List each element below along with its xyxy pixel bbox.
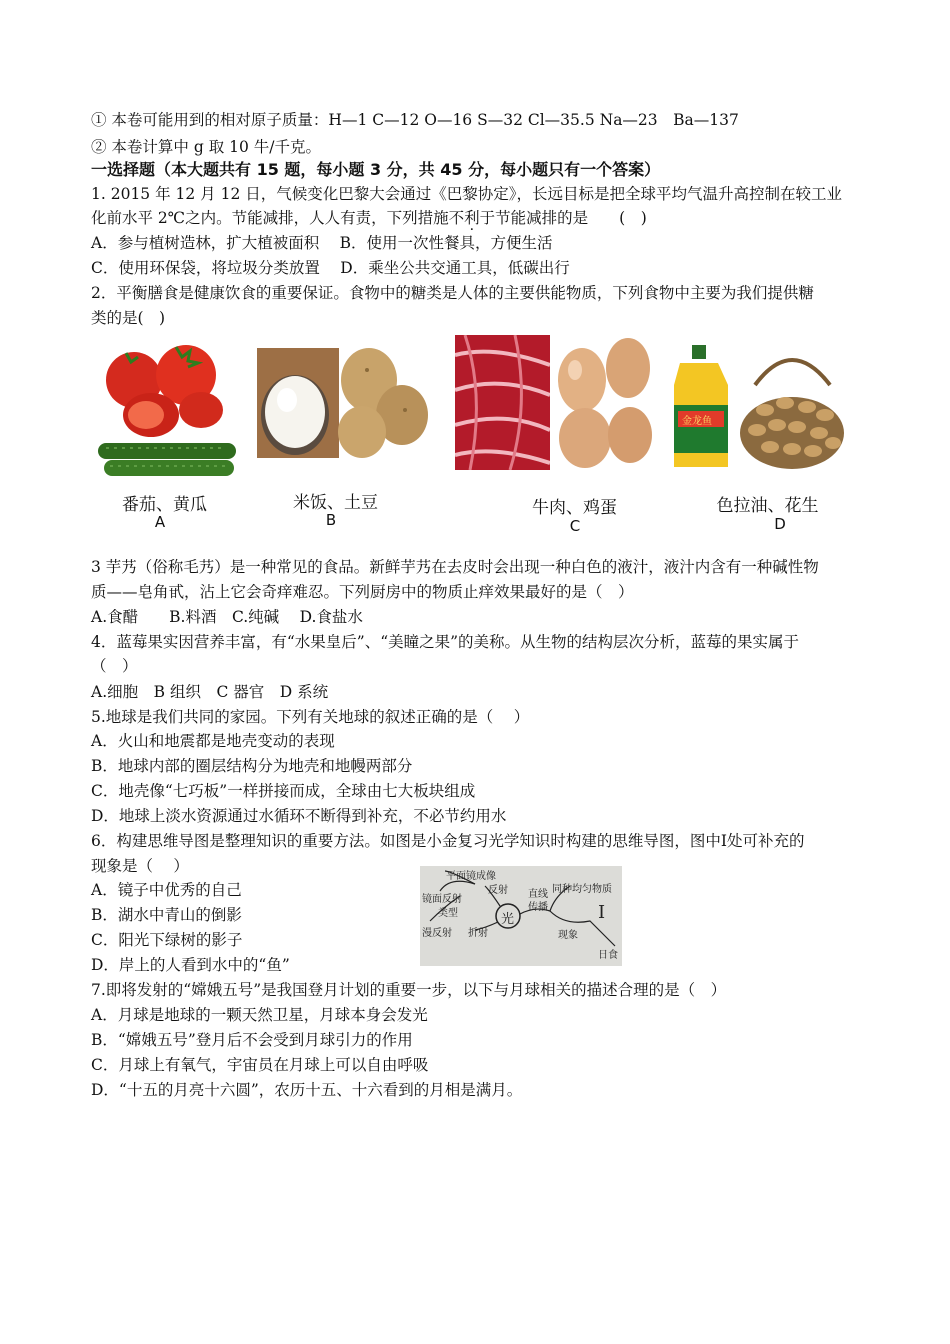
mindmap-straight: 直线传播 xyxy=(528,889,548,913)
q2-stem-line2: 类的是( ) xyxy=(91,309,166,327)
q3-stem-line1: 3 芋艿（俗称毛艿）是一种常见的食品。新鲜芋艿在去皮时会出现一种白色的液汁，液汁内含有一种碱性物 xyxy=(91,558,819,576)
q5-option-d: D．地球上淡水资源通过水循环不断得到补充，不必节约用水 xyxy=(91,807,507,825)
section-heading: 一选择题（本大题共有 15 题，每小题 3 分，共 45 分，每小题只有一个答案） xyxy=(91,160,661,179)
q1-options-cd: C．使用环保袋，将垃圾分类放置 D．乘坐公共交通工具，低碳出行 xyxy=(91,259,570,277)
q1-stem-pre: 化前水平 2℃之内。节能减排，人人有责，下列措施 xyxy=(91,209,449,227)
mindmap-phenomenon: 现象 xyxy=(558,930,578,941)
q4-options: A.细胞 B 组织 C 器官 D 系统 xyxy=(91,683,329,701)
q2-stem-line1: 2．平衡膳食是健康饮食的重要保证。食物中的糖类是人体的主要供能物质，下列食物中主要为我们提供糖 xyxy=(91,284,814,302)
mindmap-center: 光 xyxy=(501,912,515,927)
eggs-image xyxy=(550,330,655,470)
q1-emphasis: 不利于 xyxy=(448,209,496,227)
caption-letter-d: D xyxy=(774,515,786,533)
caption-letter-b: B xyxy=(325,511,337,529)
caption-c: 牛肉、鸡蛋 xyxy=(532,498,617,518)
q7-option-b: B．“嫦娥五号”登月后不会受到月球引力的作用 xyxy=(91,1031,413,1049)
q6-option-a: A．镜子中优秀的自己 xyxy=(91,881,242,899)
q3-stem-line2: 质——皂角甙，沾上它会奇痒难忍。下列厨房中的物质止痒效果最好的是（ ） xyxy=(91,583,634,601)
q1-options-ab: A．参与植树造林，扩大植被面积 B．使用一次性餐具，方便生活 xyxy=(91,234,553,252)
q4-stem-line2: （ ） xyxy=(91,657,138,675)
q6-stem-line1: 6．构建思维导图是整理知识的重要方法。如图是小金复习光学知识时构建的思维导图，图中Ⅰ处可补充的 xyxy=(91,832,805,850)
mindmap-reflect: 反射 xyxy=(488,885,508,896)
caption-a: 番茄、黄瓜 xyxy=(122,495,207,515)
q6-option-d: D．岸上的人看到水中的“鱼” xyxy=(91,956,290,974)
caption-letter-a: A xyxy=(154,513,166,531)
tomato-cucumber-image xyxy=(96,335,241,485)
mindmap-specular: 镜面反射 xyxy=(422,894,462,905)
optics-mindmap xyxy=(420,866,622,966)
q5-stem: 5.地球是我们共同的家园。下列有关地球的叙述正确的是（ ） xyxy=(91,708,530,726)
mindmap-type: 类型 xyxy=(438,908,458,919)
note-gravity: ② 本卷计算中 g 取 10 牛/千克。 xyxy=(91,138,322,156)
q7-option-a: A．月球是地球的一颗天然卫星，月球本身会发光 xyxy=(91,1006,428,1024)
q4-stem-line1: 4．蓝莓果实因营养丰富，有“水果皇后”、“美瞳之果”的美称。从生物的结构层次分析，蓝莓的果实属于 xyxy=(91,633,800,651)
mindmap-same-medium: 同种均匀物质 xyxy=(552,884,612,895)
mindmap-plane-mirror: 平面镜成像 xyxy=(446,871,496,882)
note-atomic-mass: ① 本卷可能用到的相对原子质量：H—1 C—12 O—16 S—32 Cl—35.5 Na—23 Ba—137 xyxy=(91,111,739,129)
q7-option-c: C．月球上有氧气，宇宙员在月球上可以自由呼吸 xyxy=(91,1056,429,1074)
q5-option-a: A．火山和地震都是地壳变动的表现 xyxy=(91,732,335,750)
oil-bottle-image xyxy=(670,345,735,470)
caption-letter-c: C xyxy=(569,517,581,535)
peanuts-image xyxy=(735,345,850,470)
q6-stem-line2: 现象是（ ） xyxy=(91,857,189,875)
mindmap-eclipse: 日食 xyxy=(598,950,618,961)
q5-option-b: B．地球内部的圈层结构分为地壳和地幔两部分 xyxy=(91,757,413,775)
q6-option-b: B．湖水中青山的倒影 xyxy=(91,906,242,924)
mindmap-diffuse: 漫反射 xyxy=(422,928,452,939)
mindmap-refract: 折射 xyxy=(468,928,488,939)
q7-stem: 7.即将发射的“嫦娥五号”是我国登月计划的重要一步，以下与月球相关的描述合理的是（ ） xyxy=(91,981,727,999)
q3-options: A.食醋 B.料酒 C.纯碱 D.食盐水 xyxy=(91,608,363,626)
q5-option-c: C．地壳像“七巧板”一样拼接而成，全球由七大板块组成 xyxy=(91,782,476,800)
caption-b: 米饭、土豆 xyxy=(293,493,378,513)
q7-option-d: D．“十五的月亮十六圆”，农历十五、十六看到的月相是满月。 xyxy=(91,1081,523,1099)
beef-image xyxy=(455,335,550,470)
q1-stem-line1: 1. 2015 年 12 月 12 日，气候变化巴黎大会通过《巴黎协定》，长远目标是把全球平均气温升高控制在较工业 xyxy=(91,185,842,203)
oil-brand-label: 金龙鱼 xyxy=(682,416,712,427)
q1-stem-post: 节能减排的是 ( ) xyxy=(495,209,647,227)
caption-d: 色拉油、花生 xyxy=(716,496,819,516)
rice-potato-image xyxy=(257,340,432,465)
q1-stem-line2 xyxy=(91,208,862,228)
q6-option-c: C．阳光下绿树的影子 xyxy=(91,931,243,949)
mindmap-mark: I xyxy=(598,902,606,923)
